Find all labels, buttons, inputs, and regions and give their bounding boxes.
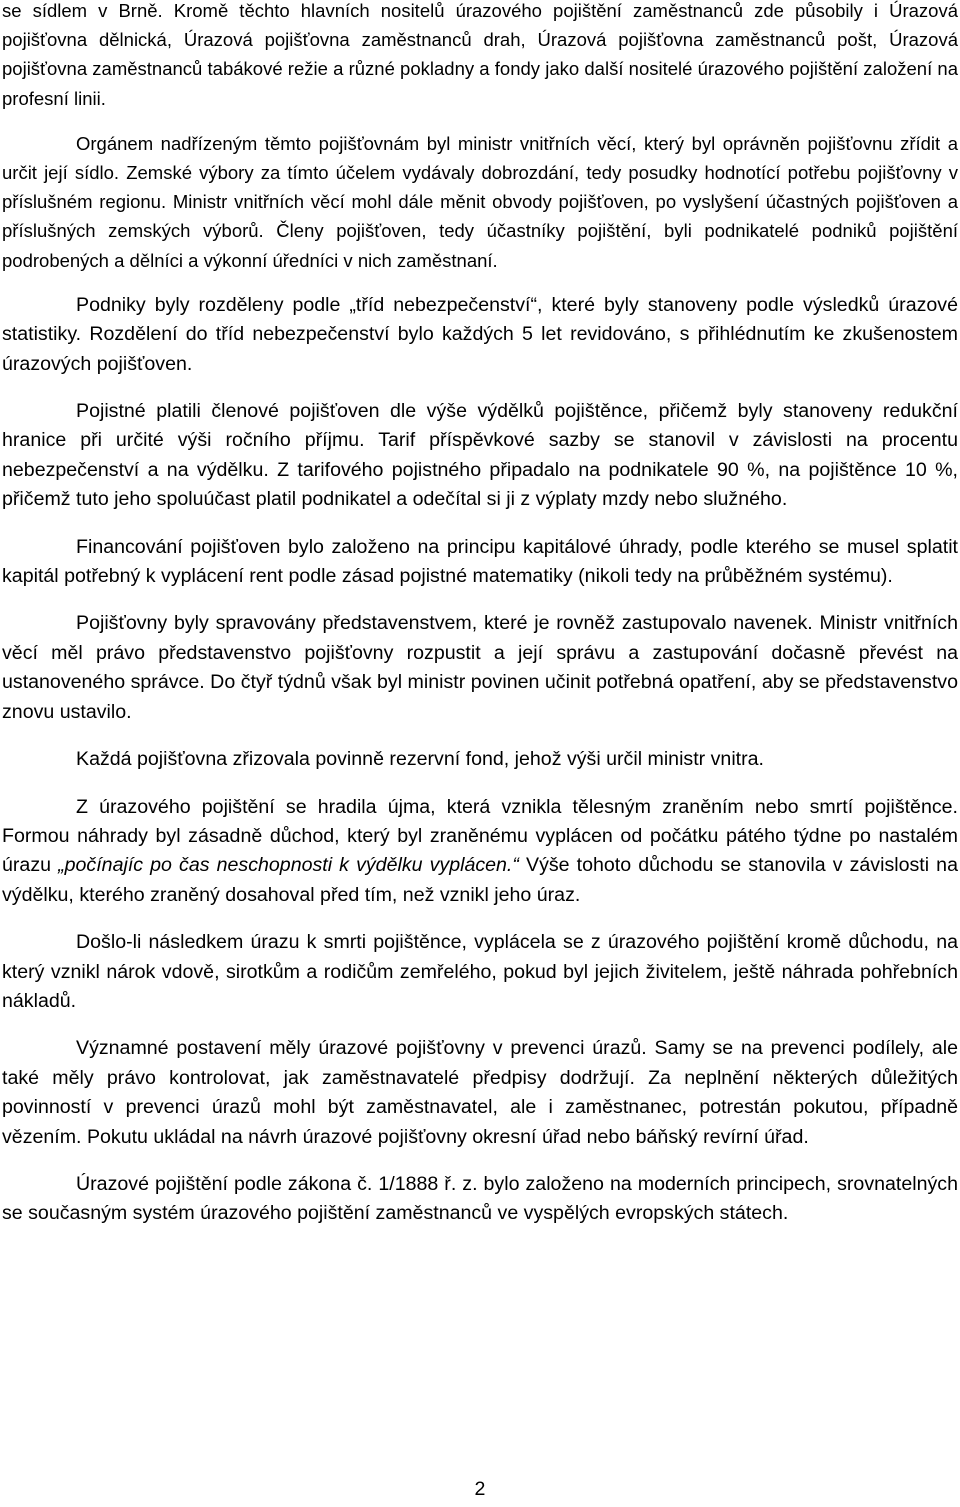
paragraph-danger-classes: Podniky byly rozděleny podle „tříd nebezpečenství“, které byly stanoveny podle výsledků úrazové statistiky. Rozdělení do tříd nebezpečenství bylo každých 5 let revidováno, s přihlédnutím ke zkušenostem úrazových pojišťoven. (2, 293, 958, 375)
compensation-text-end: Výše tohoto důchodu se stanovila v závislosti na výdělku, kterého zraněný dosahoval před tím, než vznikl jeho úraz. (2, 854, 958, 906)
paragraph-conclusion: Úrazové pojištění podle zákona č. 1/1888 ř. z. bylo založeno na moderních principech, srovnatelných se současným systém úrazového pojištění zaměstnanců ve vyspělých evropských státech. (2, 1172, 958, 1225)
paragraph-financing: Financování pojišťoven bylo založeno na principu kapitálové úhrady, podle kterého se musel splatit kapitál potřebný k vyplácení rent podle zásad pojistné matematiky (nikoli tedy na průběžném systému). (2, 535, 958, 588)
paragraph-compensation (2, 793, 958, 911)
paragraph-prevention: Významné postavení měly úrazové pojišťovny v prevenci úrazů. Samy se na prevenci podílely, ale také měly právo kontrolovat, jak zaměstnavatelé předpisy dodržují. Za neplnění některých důležitých povinností v prevenci úrazů mohl být zaměstnavatel, ale i zaměstnanec, potrestán pokutou, případně vězením. Pokutu ukládal na návrh úrazové pojišťovny okresní úřad nebo báňský revírní úřad. (2, 1037, 958, 1148)
paragraph-supervisory-body: Orgánem nadřízeným těmto pojišťovnám byl ministr vnitřních věcí, který byl oprávněn pojišťovnu zřídit a určit její sídlo. Zemské výbory za tímto účelem vydávaly dobrozdání, tedy posudky hodnotící potřebu pojišťovny v příslušném regionu. Ministr vnitřních věcí mohl dále měnit obvody pojišťoven, po vyslyšení účastných pojišťoven a příslušných zemských výborů. Členy pojišťoven, tedy účastníky pojištění, byli podnikatelé podniků pojištění podrobených a dělníci a výkonní úředníci v nich zaměstnaní. (2, 132, 958, 271)
paragraph-death-benefits: Došlo-li následkem úrazu k smrti pojištěnce, vyplácela se z úrazového pojištění kromě důchodu, na který vznikl nárok vdově, sirotkům a rodičům zemřelého, pokud byl jejich živitelem, ještě náhrada pohřebních nákladů. (2, 931, 958, 1012)
paragraph-management: Pojišťovny byly spravovány představenstvem, které je rovněž zastupovalo navenek. Ministr vnitřních věcí měl právo představenstvo pojišťovny rozpustit a její správu a zastupování dočasně převést na ustanoveného správce. Do čtyř týdnů však byl ministr povinen učinit potřebná opatření, aby se představenstvo znovu ustavilo. (2, 612, 958, 723)
compensation-quote: „počínajíc po čas neschopnosti k výdělku vyplácen.“ (58, 854, 519, 877)
paragraph-continuation: se sídlem v Brně. Kromě těchto hlavních nositelů úrazového pojištění zaměstnanců zde působily i Úrazová pojišťovna dělnická, Úrazová pojišťovna zaměstnanců drah, Úrazová pojišťovna zaměstnanců pošt, Úrazová pojišťovna zaměstnanců tabákové režie a různé pokladny a fondy jako další nositelé úrazového pojištění založení na profesní linii. (2, 0, 958, 109)
compensation-text-start: Z úrazového pojištění se hradila újma, která vznikla tělesným zraněním nebo smrtí pojištěnce. Formou náhrady byl zásadně důchod, který byl zraněnému vyplácen od počátku pátého týdne po nastalém úrazu (2, 795, 958, 877)
paragraph-premiums: Pojistné platili členové pojišťoven dle výše výdělků pojištěnce, přičemž byly stanoveny redukční hranice při určité výši ročního příjmu. Tarif příspěvkové sazby se stanovil v závislosti na procentu nebezpečenství a na výdělku. Z tarifového pojistného připadalo na podnikatele 90 %, na pojištěnce 10 %, přičemž tuto jeho spoluúčast platil podnikatel a odečítal si ji z výplaty mzdy nebo služného. (2, 400, 958, 511)
page-number: 2 (474, 1478, 486, 1500)
paragraph-reserve-fund: Každá pojišťovna zřizovala povinně rezervní fond, jehož výši určil ministr vnitra. (76, 748, 764, 771)
